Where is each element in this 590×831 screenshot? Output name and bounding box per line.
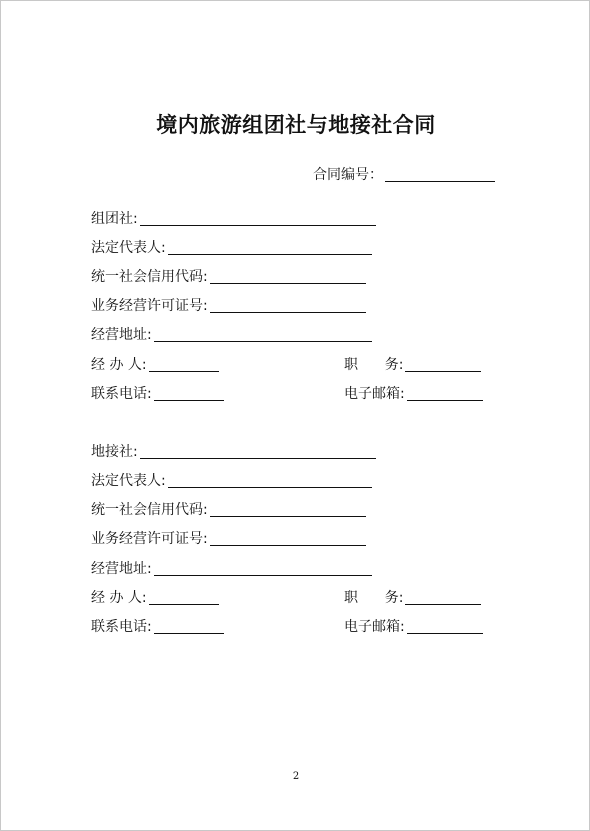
local-position-row [344, 588, 481, 608]
organizer-position-row [344, 355, 481, 375]
contract-number-label: 合同编号： [313, 167, 383, 183]
local-phone-row [91, 617, 224, 637]
local-address-label: 经营地址: [91, 561, 152, 577]
organizer-legal-rep-label: 法定代表人: [91, 240, 166, 256]
organizer-phone-blank[interactable] [154, 386, 224, 401]
organizer-license-label: 业务经营许可证号: [91, 298, 208, 314]
contract-number-blank[interactable] [385, 167, 495, 182]
local-phone-label: 联系电话: [91, 619, 152, 635]
organizer-phone-row [91, 384, 224, 404]
local-agency-blank[interactable] [140, 444, 376, 459]
organizer-address-row [91, 325, 372, 345]
local-license-blank[interactable] [210, 531, 366, 546]
organizer-email-label: 电子邮箱: [344, 386, 405, 402]
organizer-license-blank[interactable] [210, 298, 366, 313]
organizer-agency-row [91, 209, 376, 229]
local-address-row [91, 559, 372, 579]
local-email-row [344, 617, 483, 637]
local-handler-row [91, 588, 219, 608]
organizer-credit-code-row [91, 267, 366, 287]
local-legal-rep-row [91, 471, 372, 491]
organizer-position-blank[interactable] [405, 357, 481, 372]
organizer-handler-blank[interactable] [149, 357, 219, 372]
organizer-position-label: 职 务: [344, 357, 404, 373]
local-handler-label: 经 办 人: [91, 590, 147, 606]
local-position-blank[interactable] [405, 590, 481, 605]
organizer-email-blank[interactable] [407, 386, 483, 401]
local-license-label: 业务经营许可证号: [91, 531, 208, 547]
local-credit-code-blank[interactable] [210, 502, 366, 517]
local-address-blank[interactable] [154, 561, 372, 576]
local-license-row [91, 529, 366, 549]
local-email-label: 电子邮箱: [344, 619, 405, 635]
local-credit-code-row [91, 500, 366, 520]
organizer-handler-label: 经 办 人: [91, 357, 147, 373]
local-phone-blank[interactable] [154, 619, 224, 634]
organizer-legal-rep-row [91, 238, 372, 258]
organizer-address-blank[interactable] [154, 327, 372, 342]
organizer-credit-code-label: 统一社会信用代码: [91, 269, 208, 285]
local-legal-rep-blank[interactable] [168, 473, 372, 488]
local-credit-code-label: 统一社会信用代码: [91, 502, 208, 518]
organizer-credit-code-blank[interactable] [210, 269, 366, 284]
page-number: 2 [292, 771, 300, 782]
organizer-handler-row [91, 355, 219, 375]
local-position-label: 职 务: [344, 590, 404, 606]
organizer-agency-label: 组团社: [91, 211, 138, 227]
local-agency-label: 地接社: [91, 444, 138, 460]
organizer-phone-label: 联系电话: [91, 386, 152, 402]
organizer-address-label: 经营地址: [91, 327, 152, 343]
document-title: 境内旅游组团社与地接社合同 [156, 112, 436, 137]
local-legal-rep-label: 法定代表人: [91, 473, 166, 489]
organizer-email-row [344, 384, 483, 404]
local-handler-blank[interactable] [149, 590, 219, 605]
organizer-agency-blank[interactable] [140, 211, 376, 226]
organizer-license-row [91, 296, 366, 316]
local-agency-row [91, 442, 376, 462]
organizer-legal-rep-blank[interactable] [168, 240, 372, 255]
local-email-blank[interactable] [407, 619, 483, 634]
contract-number-field [313, 165, 495, 185]
